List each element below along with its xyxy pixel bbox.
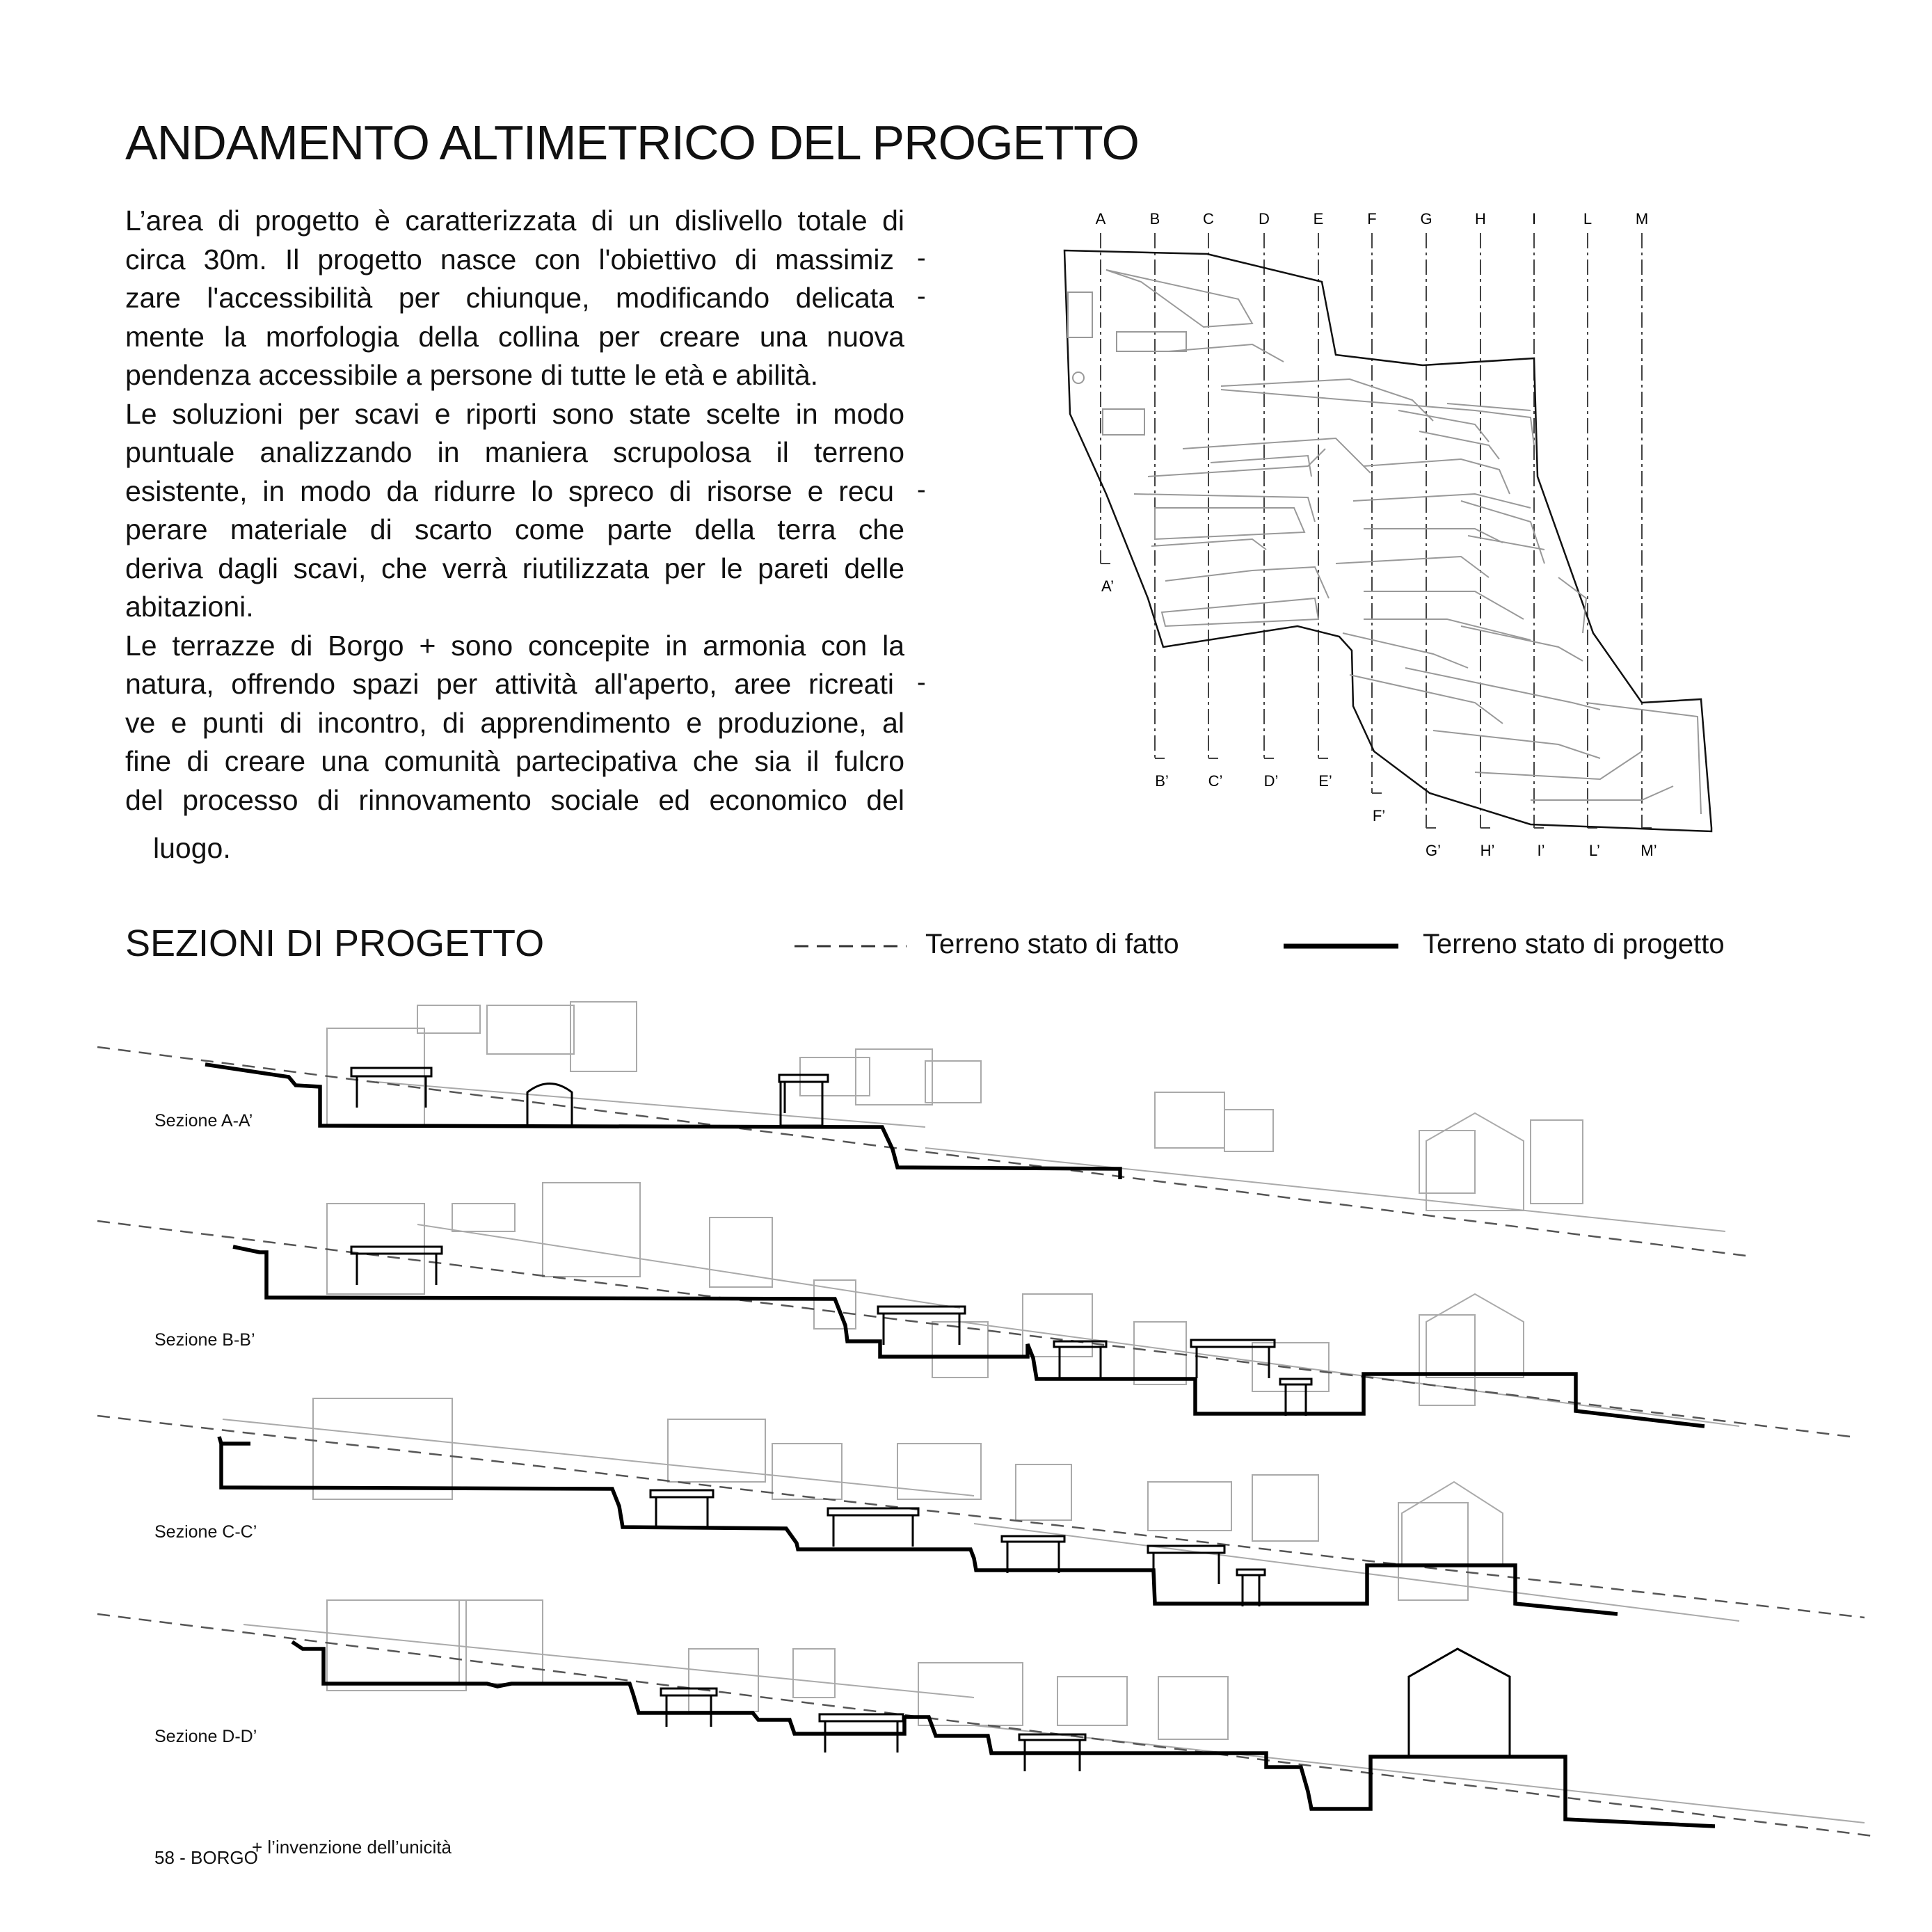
paragraph-line: natura, offrendo spazi per attività all'aperto, aree ricreati bbox=[125, 668, 894, 700]
cut-label-top: B bbox=[1149, 210, 1160, 227]
background-building bbox=[710, 1218, 772, 1287]
cut-label-bottom: A’ bbox=[1101, 577, 1114, 595]
background-building bbox=[313, 1398, 452, 1499]
legend-existing-label: Terreno stato di fatto bbox=[925, 929, 1179, 959]
background-building bbox=[1224, 1110, 1273, 1151]
section-label-a: Sezione A-A’ bbox=[154, 1111, 253, 1131]
cut-label-bottom: B’ bbox=[1155, 772, 1169, 790]
terrace-slab bbox=[1237, 1570, 1265, 1575]
background-building bbox=[814, 1280, 856, 1329]
terrace-slab bbox=[351, 1247, 442, 1254]
paragraph-line: del processo di rinnovamento sociale ed economico del bbox=[125, 783, 904, 816]
cut-label-bottom: C’ bbox=[1208, 772, 1223, 790]
sections-drawing bbox=[0, 974, 1932, 1932]
cut-label-bottom: F’ bbox=[1372, 807, 1386, 824]
terrace-slab bbox=[1280, 1379, 1311, 1384]
background-building bbox=[925, 1061, 981, 1103]
project-terrain-line bbox=[233, 1247, 1705, 1426]
site-plan bbox=[1044, 202, 1725, 877]
background-building bbox=[459, 1600, 543, 1684]
section-label-c: Sezione C-C’ bbox=[154, 1522, 257, 1542]
terrace-slab bbox=[650, 1490, 713, 1497]
legend-dashed-line bbox=[793, 943, 908, 950]
cut-label-bottom: M’ bbox=[1640, 842, 1657, 859]
background-building bbox=[417, 1005, 480, 1033]
footer bbox=[154, 1837, 452, 1869]
background-slope bbox=[960, 1322, 1739, 1426]
existing-terrain-line bbox=[97, 1047, 1746, 1256]
sections-title: SEZIONI DI PROGETTO bbox=[125, 923, 545, 964]
background-building bbox=[800, 1057, 870, 1096]
shelter bbox=[527, 1084, 572, 1126]
background-building bbox=[543, 1183, 640, 1277]
paragraph-line: zare l'accessibilità per chiunque, modificando delicata bbox=[125, 282, 894, 314]
tower-structure bbox=[781, 1082, 822, 1126]
background-building bbox=[1148, 1482, 1231, 1531]
project-terrain-line bbox=[219, 1437, 1618, 1614]
background-slope bbox=[974, 1725, 1865, 1823]
body-paragraph bbox=[125, 202, 904, 868]
paragraph-line: fine di creare una comunità partecipativa che sia il fulcro bbox=[125, 745, 904, 777]
terrace-slab bbox=[1148, 1546, 1224, 1553]
terrace-slab bbox=[878, 1307, 965, 1314]
cut-label-bottom: G’ bbox=[1426, 842, 1441, 859]
background-slope bbox=[974, 1524, 1739, 1621]
paragraph-line: puntuale analizzando in maniera scrupolosa il terreno bbox=[125, 436, 904, 468]
gabled-house bbox=[1402, 1482, 1503, 1565]
site-boundary bbox=[1064, 250, 1711, 831]
hyphen-mark: - bbox=[917, 282, 926, 311]
background-building bbox=[1531, 1120, 1583, 1204]
background-building bbox=[1155, 1092, 1224, 1148]
paragraph-line: Le soluzioni per scavi e riporti sono state scelte in modo bbox=[125, 397, 904, 430]
cut-label-top: F bbox=[1367, 210, 1377, 227]
paragraph-line: perare materiale di scarto come parte della terra che bbox=[125, 513, 904, 545]
background-slope bbox=[925, 1148, 1725, 1231]
terrace-slab bbox=[1019, 1734, 1085, 1740]
legend-solid-line bbox=[1284, 942, 1398, 950]
footer-page-ref: 58 - BORGO bbox=[154, 1847, 258, 1868]
background-building bbox=[897, 1444, 981, 1499]
cut-label-top: E bbox=[1313, 210, 1324, 227]
paragraph-line: pendenza accessibile a persone di tutte le età e abilità. bbox=[125, 359, 819, 391]
background-building bbox=[1057, 1677, 1127, 1725]
background-building bbox=[452, 1204, 515, 1231]
background-slope bbox=[376, 1082, 925, 1127]
cut-label-top: D bbox=[1259, 210, 1270, 227]
paragraph-line: deriva dagli scavi, che verrà riutilizzata per le pareti delle bbox=[125, 552, 904, 584]
background-building bbox=[487, 1005, 574, 1054]
terrace-slab bbox=[820, 1714, 903, 1721]
cut-label-bottom: H’ bbox=[1480, 842, 1495, 859]
background-building bbox=[1419, 1315, 1475, 1405]
section-label-b: Sezione B-B’ bbox=[154, 1330, 255, 1350]
background-building bbox=[1016, 1464, 1071, 1520]
cut-label-top: H bbox=[1475, 210, 1486, 227]
cut-label-top: M bbox=[1635, 210, 1649, 227]
hyphen-mark: - bbox=[917, 475, 926, 504]
background-building bbox=[1252, 1475, 1318, 1541]
terrace-slab bbox=[1002, 1536, 1064, 1542]
background-slope bbox=[223, 1419, 974, 1496]
terrace-slab bbox=[351, 1068, 431, 1076]
cut-label-top: I bbox=[1531, 210, 1537, 227]
paragraph-line: circa 30m. Il progetto nasce con l'obiettivo di massimiz bbox=[125, 243, 894, 276]
paragraph-line: Le terrazze di Borgo + sono concepite in armonia con la bbox=[125, 629, 904, 662]
cut-label-top: A bbox=[1095, 210, 1106, 227]
background-building bbox=[772, 1444, 842, 1499]
background-building bbox=[689, 1649, 758, 1711]
cut-label-top: G bbox=[1420, 210, 1432, 227]
cut-label-bottom: E’ bbox=[1318, 772, 1332, 790]
paragraph-line: ve e punti di incontro, di apprendimento e produzione, al bbox=[125, 706, 904, 739]
cut-label-top: L bbox=[1583, 210, 1592, 227]
hyphen-mark: - bbox=[917, 244, 926, 273]
project-house bbox=[1409, 1649, 1510, 1757]
paragraph-line: L’area di progetto è caratterizzata di un dislivello totale di bbox=[125, 205, 904, 237]
cut-label-bottom: I’ bbox=[1537, 842, 1545, 859]
hyphen-mark: - bbox=[917, 668, 926, 697]
footer-overprint: + l’invenzione dell’unicità bbox=[252, 1837, 452, 1858]
cut-label-top: C bbox=[1203, 210, 1214, 227]
legend-project-label: Terreno stato di progetto bbox=[1423, 929, 1725, 959]
background-building bbox=[327, 1204, 424, 1294]
paragraph-line: esistente, in modo da ridurre lo spreco di risorse e recu bbox=[125, 474, 894, 507]
background-slope bbox=[417, 1224, 960, 1308]
background-building bbox=[570, 1002, 637, 1071]
paragraph-last-line: luogo. bbox=[153, 832, 231, 864]
page-title: ANDAMENTO ALTIMETRICO DEL PROGETTO bbox=[125, 115, 1139, 170]
paragraph-line: mente la morfologia della collina per creare una nuova bbox=[125, 320, 904, 353]
background-slope bbox=[244, 1624, 974, 1698]
project-terrain-line bbox=[205, 1064, 1120, 1179]
background-building bbox=[793, 1649, 835, 1698]
section-label-d: Sezione D-D’ bbox=[154, 1727, 257, 1746]
background-building bbox=[1158, 1677, 1228, 1739]
cut-label-bottom: D’ bbox=[1263, 772, 1279, 790]
terrace-slab bbox=[828, 1508, 918, 1515]
project-terrain-line bbox=[292, 1642, 1715, 1826]
paragraph-line: abitazioni. bbox=[125, 591, 254, 623]
cut-label-bottom: L’ bbox=[1589, 842, 1600, 859]
